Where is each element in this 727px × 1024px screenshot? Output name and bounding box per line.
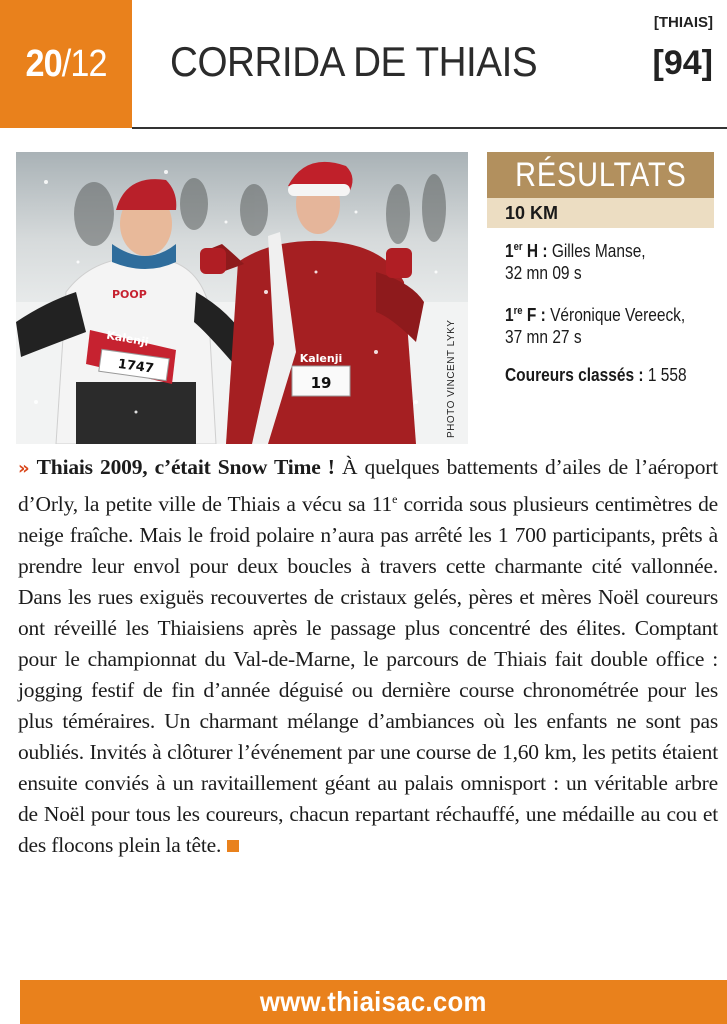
shirt-text: POOP [112, 288, 147, 301]
results-heading [487, 152, 714, 198]
end-square-icon [227, 840, 239, 852]
bib-left-number: 1747 [116, 356, 155, 377]
women-winner-name: Véronique Vereeck, [550, 305, 686, 325]
classified-label: Coureurs classés : [505, 365, 644, 385]
page-title: CORRIDA DE THIAIS [170, 38, 538, 85]
city-label: [THIAIS] [653, 14, 713, 31]
footer-banner [20, 980, 727, 1024]
women-label: F : [526, 305, 546, 325]
article-body [18, 452, 718, 861]
women-rank-suffix: re [513, 305, 523, 317]
men-rank-suffix: er [513, 241, 523, 253]
date-day: 20 [25, 42, 62, 85]
race-photo [16, 152, 468, 444]
bib-right-number: 19 [310, 374, 332, 392]
date-month: /12 [61, 42, 107, 85]
runners-illustration [16, 152, 468, 444]
results-heading-text: RÉSULTATS [514, 155, 687, 194]
sponsor-right: Kalenji [299, 352, 343, 365]
header-divider [132, 127, 727, 129]
men-label: H : [526, 241, 548, 261]
ordinal-suffix: e [392, 492, 398, 506]
men-winner-name: Gilles Manse, [551, 241, 646, 261]
sponsor-left: Kalenji [105, 328, 150, 349]
article-lead: Thiais 2009, c’était Snow Time ! [36, 455, 335, 479]
men-rank: 1 [505, 241, 514, 261]
classified-count: 1 558 [647, 365, 687, 385]
classified-runners [505, 362, 687, 388]
department-code: [94] [652, 44, 713, 82]
results-distance: 10 KM [487, 198, 714, 228]
article-text-part-2: corrida sous plusieurs centimètres de neige fraîche. Mais le froid polaire n’aura pas arrêté les 1 700 participants, prêts à prendre leur envol pour deux boucles à travers cette charmante cité vallonnée. Dans les rues exiguës recouvertes de cristaux gelés, pères et mères Noël coureurs ont réveillé les Thiaisiens après le passage plus concentré des élites. Comptant pour le championnat du Val-de-Marne, le parcours de Thiais fait double office : jogging festif de fin d’année déguisé ou dernière course chronométrée pour les plus téméraires. Un charmant mélange d’ambiances où les enfants ne sont pas oubliés. Invités à clôturer l’événement par une course de 1,60 km, les petits étaient ensuite conviés à un ravitaillement géant au palais omnisport : un véritable arbre de Noël pour tous les coureurs, chacun repartant réchauffé, une médaille au cou et des flocons plein la tête. [18, 492, 719, 858]
photo-credit: PHOTO VINCENT LYKY [446, 319, 457, 438]
website-link[interactable]: www.thiaisac.com [260, 986, 487, 1017]
women-rank: 1 [505, 305, 514, 325]
event-date [25, 43, 106, 86]
women-winner-time: 37 mn 27 s [505, 327, 582, 347]
men-winner-time: 32 mn 09 s [505, 263, 582, 283]
date-badge [0, 0, 132, 128]
chevron-right-icon: » [18, 458, 30, 479]
article-text-part-1: À quelques battements d’ailes de l’aéroport d’Orly, la petite ville de Thiais a vécu sa 11 [18, 455, 718, 517]
